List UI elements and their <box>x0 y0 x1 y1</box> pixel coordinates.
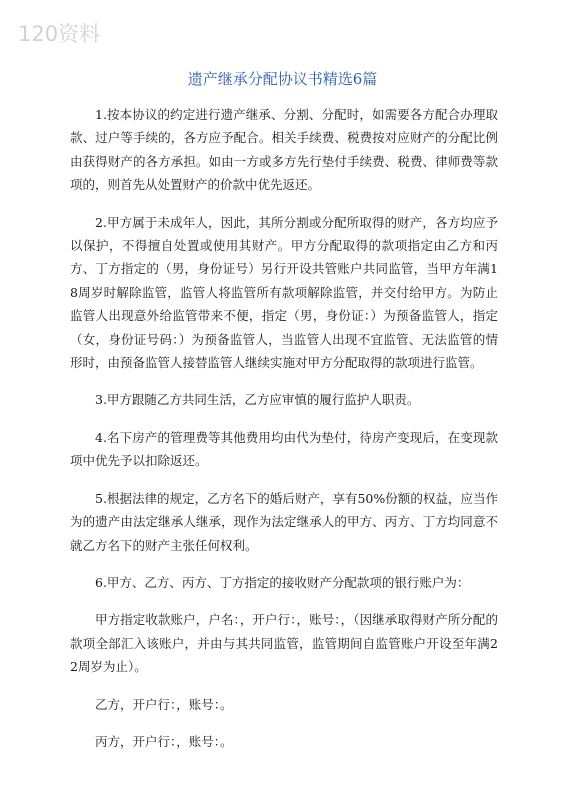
paragraph-4: 4.名下房产的管理费等其他费用均由代为垫付，待房产变现后，在变现款项中优先予以扣除返还。 <box>70 429 498 469</box>
paragraph-account-yi: 乙方，开户行：，账号：。 <box>95 696 233 712</box>
paragraph-account-bing: 丙方，开户行：，账号：。 <box>95 733 233 749</box>
document-body <box>70 103 498 767</box>
paragraph-account-jia: 甲方指定收款账户，户名：，开户行：，账号：，（因继承取得财产所分配的款项全部汇入该账户，并由与其共同监管，监管期间自监管账户开设至年满22周岁为止）。 <box>70 612 498 675</box>
paragraph-2: 2.甲方属于未成年人，因此，其所分割或分配所取得的财产，各方均应予以保护，不得擅自处置或使用其财产。甲方分配取得的款项指定由乙方和丙方、丁方指定的（男，身份证号）另行开设共管账户共同监管，当甲方年满18周岁时解除监管，监管人将监管所有款项解除监管，并交付给甲方。为防止监管人出现意外给监管带来不便，指定（男，身份证：）为预备监管人，指定（女，身份证号码：）为预备监管人，当监管人出现不宜监管、无法监管的情形时，由预备监管人接替监管人继续实施对甲方分配取得的款项进行监管。 <box>70 214 498 371</box>
document-title: 遗产继承分配协议书精选6篇 <box>187 70 378 88</box>
paragraph-6: 6.甲方、乙方、丙方、丁方指定的接收财产分配款项的银行账户为： <box>95 574 470 590</box>
paragraph-5: 5.根据法律的规定，乙方名下的婚后财产，享有50%份额的权益，应当作为的遗产由法定继承人继承，现作为法定继承人的甲方、丙方、丁方均同意不就乙方名下的财产主张任何权利。 <box>70 490 498 553</box>
paragraph-3: 3.甲方跟随乙方共同生活，乙方应审慎的履行监护人职责。 <box>95 392 420 408</box>
watermark: 120资料 <box>18 22 101 46</box>
paragraph-1: 1.按本协议的约定进行遗产继承、分割、分配时，如需要各方配合办理取款、过户等手续的，各方应予配合。相关手续费、税费按对应财产的分配比例由获得财产的各方承担。如由一方或多方先行垫付手续费、税费、律师费等款项的，则首先从处置财产的价款中优先返还。 <box>70 107 498 193</box>
